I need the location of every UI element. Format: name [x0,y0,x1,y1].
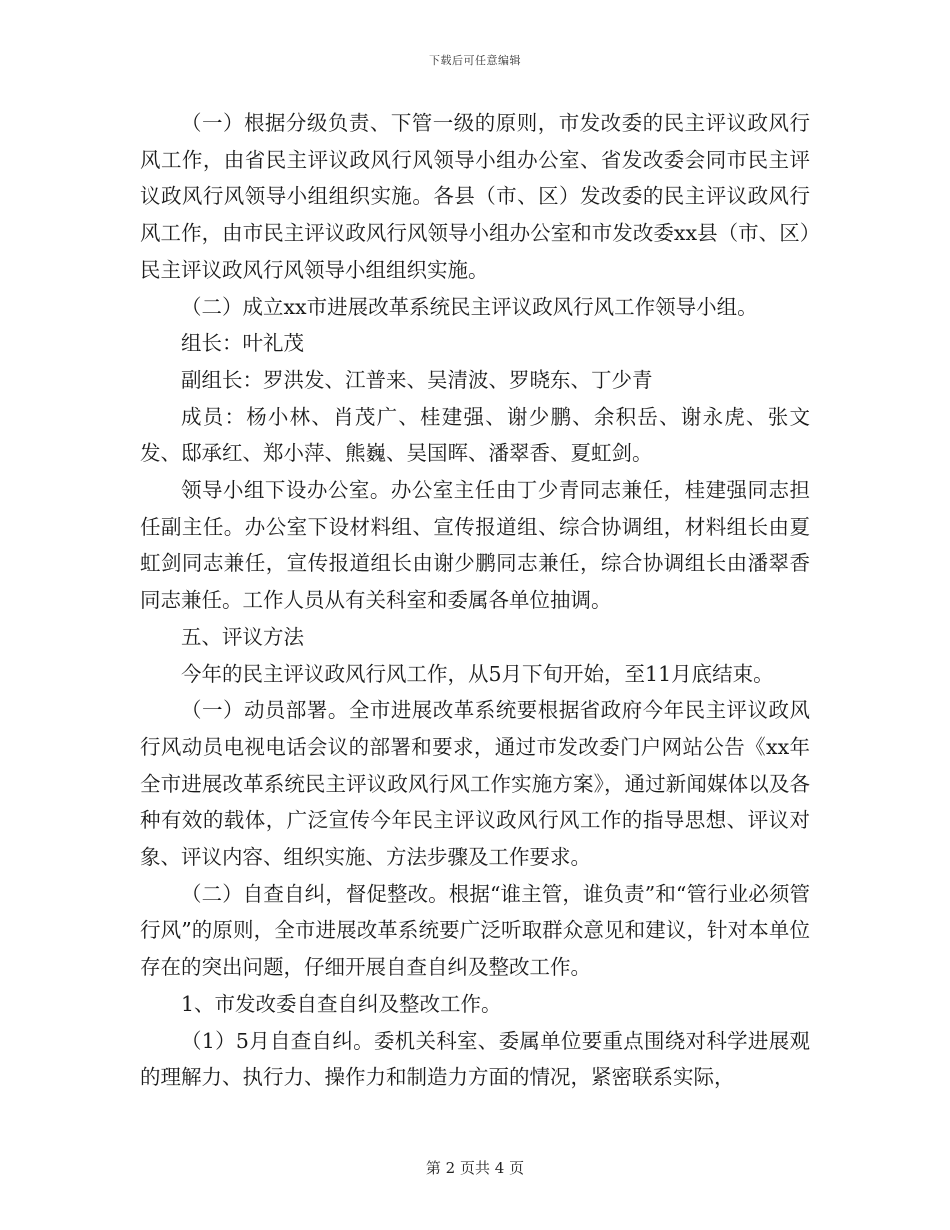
paragraph-members: 成员：杨小林、肖茂广、桂建强、谢少鹏、余积岳、谢永虎、张文发、邸承红、郑小萍、熊巍、吴国晖、潘翠香、夏虹剑。 [140,404,810,466]
paragraph-deputy-leaders: 副组长：罗洪发、江普来、吴清波、罗晓东、丁少青 [181,367,653,392]
paragraph-commission-self-inspection: 1、市发改委自查自纠及整改工作。 [181,991,502,1016]
paragraph-mobilization: （一）动员部署。全市进展改革系统要根据省政府今年民主评议政风行风动员电视电话会议的部署和要求，通过市发改委门户网站公告《xx年全市进展改革系统民主评议政风行风工作实施方案》，通过新闻媒体以及各种有效的载体，广泛宣传今年民主评议政风行风工作的指导思想、评议对象、评议内容、组织实施、方法步骤及工作要求。 [140,698,810,870]
paragraph-group-leader: 组长：叶礼茂 [181,331,304,356]
document-body [140,105,810,1096]
page-footer: 第 2 页共 4 页 [425,1159,525,1177]
paragraph-leading-group: （二）成立xx市进展改革系统民主评议政风行风工作领导小组。 [181,294,758,319]
page-header: 下载后可任意编辑 [429,54,521,67]
paragraph-self-inspection: （二）自查自纠，督促整改。根据“谁主管，谁负责”和“管行业必须管行风”的原则，全市进展改革系统要广泛听取群众意见和建议，针对本单位存在的突出问题，仔细开展自查自纠及整改工作。 [140,881,810,980]
paragraph-may-self-inspection: （1）5月自查自纠。委机关科室、委属单位要重点围绕对科学进展观的理解力、执行力、操作力和制造力方面的情况，紧密联系实际， [140,1028,810,1090]
paragraph-timeline: 今年的民主评议政风行风工作，从5月下旬开始，至11月底结束。 [181,661,774,686]
section-heading-evaluation-method: 五、评议方法 [181,624,304,649]
paragraph-organization-principle: （一）根据分级负责、下管一级的原则，市发改委的民主评议政风行风工作，由省民主评议政风行风领导小组办公室、省发改委会同市民主评议政风行风领导小组组织实施。各县（市、区）发改委的民主评议政风行风工作，由市民主评议政风行风领导小组办公室和市发改委xx县（市、区）民主评议政风行风领导小组组织实施。 [140,111,810,282]
paragraph-office: 领导小组下设办公室。办公室主任由丁少青同志兼任，桂建强同志担任副主任。办公室下设材料组、宣传报道组、综合协调组，材料组长由夏虹剑同志兼任，宣传报道组长由谢少鹏同志兼任，综合协调组长由潘翠香同志兼任。工作人员从有关科室和委属各单位抽调。 [140,478,810,613]
